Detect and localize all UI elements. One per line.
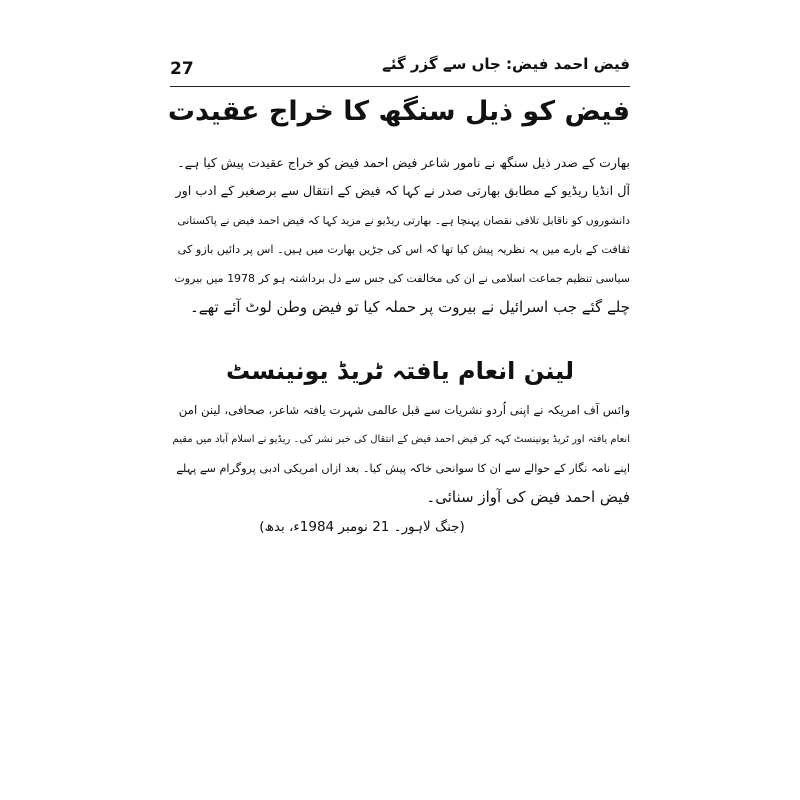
section-heading-tribute: فیض کو ذیل سنگھ کا خراج عقیدت: [167, 96, 630, 127]
running-header: [170, 55, 630, 85]
section-heading-lenin-prize: لینن انعام یافتہ ٹریڈ یونینسٹ: [226, 357, 574, 385]
paragraph-voa: [170, 396, 630, 512]
text-line: چلے گئے جب اسرائیل نے بیروت پر حملہ کیا تو فیض وطن لوٹ آئے تھے۔: [189, 298, 630, 316]
page-number: 27: [170, 59, 194, 79]
text-line: اپنے نامہ نگار کے حوالے سے ان کا سوانحی خاکہ پیش کیا۔ بعد ازاں امریکی ادبی پروگرام سے پہلے: [176, 462, 630, 475]
running-title: فیض احمد فیض: جاں سے گزر گئے: [382, 55, 630, 73]
paragraph-tribute: [170, 148, 630, 322]
text-line: سیاسی تنظیم جماعت اسلامی نے ان کی مخالفت کی جس سے دل برداشتہ ہو کر 1978 میں بیروت: [174, 272, 630, 285]
text-line: دانشوروں کو ناقابل تلافی نقصان پہنچا ہے۔ بھارتی ریڈیو نے مزید کہا کہ فیض احمد فیض نے پاکستانی: [177, 214, 630, 227]
text-line: آل انڈیا ریڈیو کے مطابق بھارتی صدر نے کہا کہ فیض کے انتقال سے برصغیر کے ادب اور: [175, 184, 630, 199]
source-citation: (جنگ لاہور۔ 21 نومبر 1984ء، بدھ): [259, 519, 465, 535]
text-line: وائس آف امریکہ نے اپنی اُردو نشریات سے قبل عالمی شہرت یافتہ شاعر، صحافی، لینن امن: [178, 403, 630, 417]
text-line: انعام یافتہ اور ٹریڈ یونینسٹ کہہ کر فیض احمد فیض کے انتقال کی خبر نشر کی۔ ریڈیو نے اسلام آباد میں مقیم: [172, 434, 630, 445]
text-line: ثقافت کے بارے میں یہ نظریہ پیش کیا تھا کہ اس کی جڑیں بھارت میں ہیں۔ اس پر دائیں بازو کی: [177, 243, 630, 256]
text-line: بھارت کے صدر ذیل سنگھ نے نامور شاعر فیض احمد فیض کو خراج عقیدت پیش کیا ہے۔: [177, 155, 630, 170]
header-rule: [170, 86, 630, 87]
text-line: فیض احمد فیض کی آواز سنائی۔: [426, 488, 630, 506]
